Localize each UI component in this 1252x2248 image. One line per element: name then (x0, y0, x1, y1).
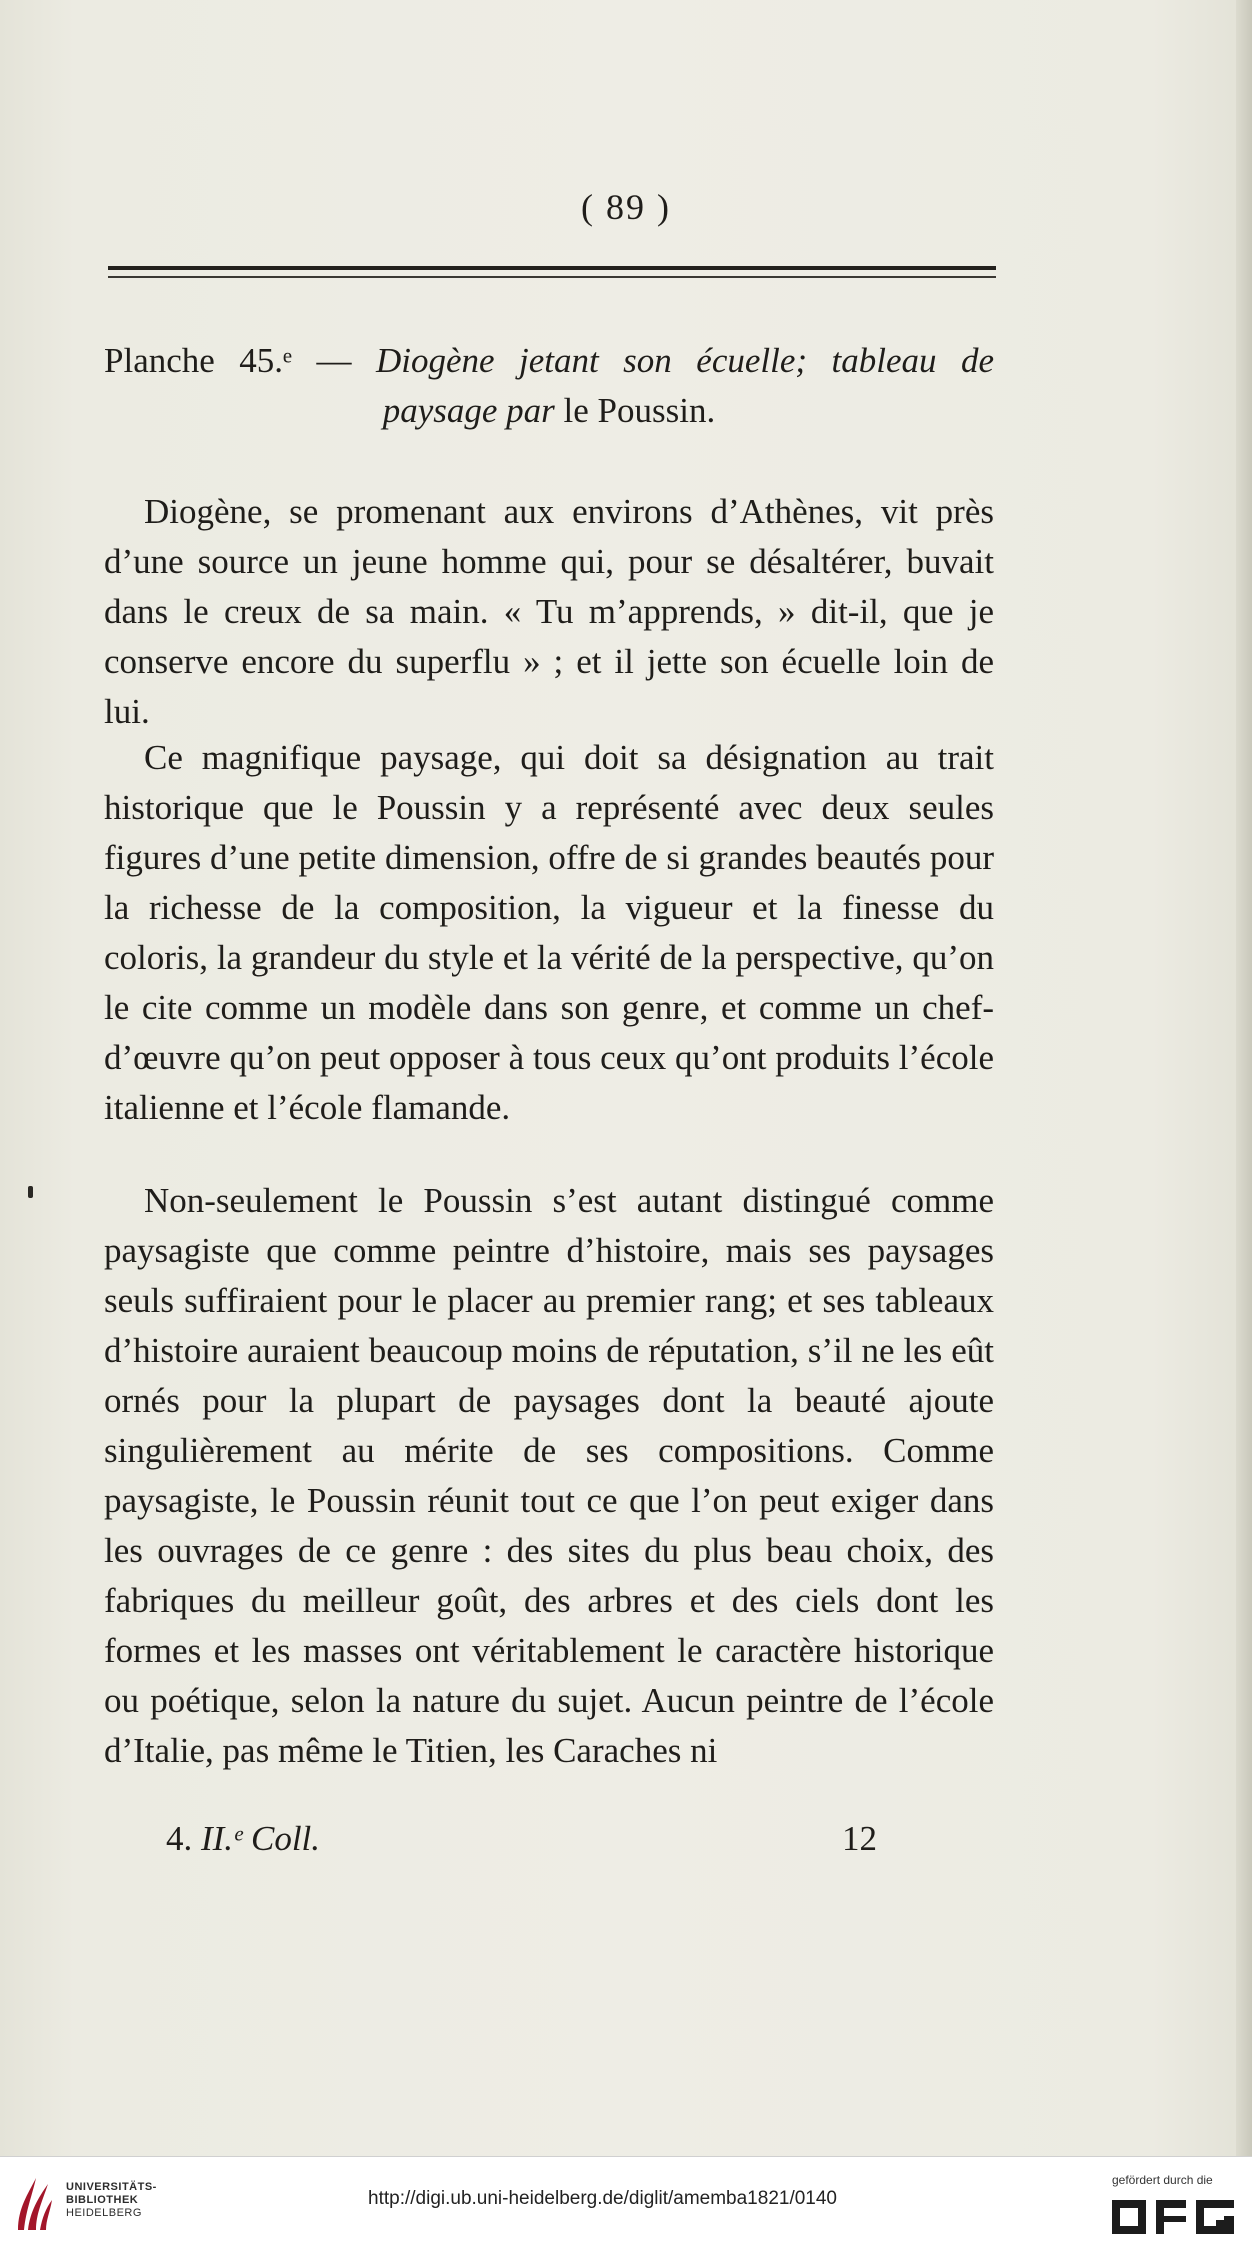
gathering-number: 12 (842, 1819, 877, 1858)
signature-mark (166, 1814, 320, 1864)
heading-title-continued: paysage par (382, 391, 555, 430)
heading-line-1 (104, 336, 994, 386)
library-logo-icon[interactable] (14, 2174, 54, 2232)
permalink-url[interactable]: http://digi.ub.uni-heidelberg.de/diglit/amemba1821/0140 (368, 2188, 837, 2209)
paragraph-2: Ce magnifique paysage, qui doit sa désignation au trait historique que le Poussin y a représenté avec deux seules figures d’une petite dimension, offre de si grandes beautés pour la richesse de la composition, la vigueur et la finesse du coloris, la grandeur du style et la vérité de la perspective, qu’on le cite comme un modèle dans son genre, et comme un chef-d’œuvre qu’on peut opposer à tous ceux qu’ont produits l’école italienne et l’école flamande. (104, 738, 994, 1127)
library-name-line-1: UNIVERSITÄTS- (66, 2181, 157, 2193)
heading-artist: le Poussin. (554, 391, 716, 430)
funding-note: gefördert durch die (1112, 2173, 1213, 2187)
library-name-line-2: BIBLIOTHEK (66, 2194, 139, 2206)
heading-title: Diogène jetant son écuelle; tableau de (375, 341, 994, 380)
plate-heading (104, 336, 994, 436)
page-edge (1236, 0, 1252, 2156)
paragraph-1: Diogène, se promenant aux environs d’Athènes, vit près d’une source un jeune homme qui, pour se désaltérer, buvait dans le creux de sa main. « Tu m’apprends, » dit-il, que je conserve encore du superflu » ; et il jette son écuelle loin de lui. (104, 492, 994, 731)
library-name (66, 2181, 157, 2220)
paragraph-3: Non-seulement le Poussin s’est autant distingué comme paysagiste que comme peintre d’histoire, mais ses paysages seuls suffiraient pour le placer au premier rang; et ses tableaux d’histoire auraient beaucoup moins de réputation, s’il ne les eût ornés pour la plupart de paysages dont la beauté ajoute singulièrement au mérite de ses compositions. Comme paysagiste, le Poussin réunit tout ce que l’on peut exiger dans les ouvrages de ce genre : des sites du plus beau choix, des fabriques du meilleur goût, des arbres et des ciels dont les formes et les masses ont véritablement le caractère historique ou poétique, selon la nature du sujet. Aucun peintre de l’école d’Italie, pas même le Titien, les Caraches ni (104, 1181, 994, 1770)
margin-mark (28, 1186, 33, 1198)
page-number: ( 89 ) (581, 187, 671, 227)
dfg-logo-icon[interactable] (1112, 2194, 1238, 2238)
library-name-line-3: HEIDELBERG (66, 2207, 142, 2219)
heading-line-2 (104, 386, 994, 436)
header-rule-thick (108, 266, 996, 270)
signature-collection: II.ᵉ Coll. (201, 1819, 321, 1858)
signature-number: 4. (166, 1819, 201, 1858)
heading-plate-label: Planche 45.ᵉ — (104, 341, 376, 380)
header-rule-thin (108, 276, 996, 278)
